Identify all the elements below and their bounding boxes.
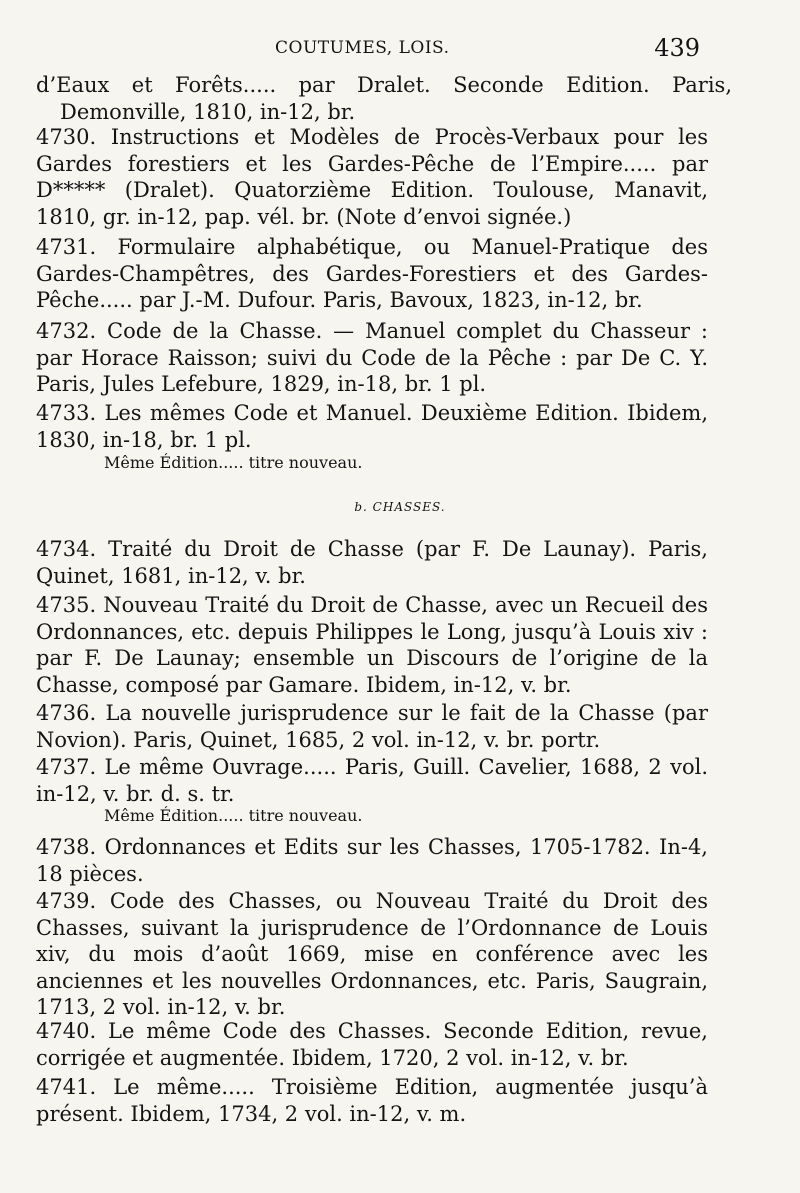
catalog-entry (36, 72, 732, 125)
catalog-entry-4741 (36, 1074, 708, 1127)
entry-text: Les mêmes Code et Manuel. Deuxième Edition. Ibidem, 1830, in-18, br. 1 pl. (36, 401, 708, 452)
catalog-entry-4734 (36, 536, 708, 589)
page-number: 439 (654, 34, 700, 62)
catalog-entry-4740 (36, 1018, 708, 1071)
entry-text: Le même Ouvrage..... Paris, Guill. Cavelier, 1688, 2 vol. in-12, v. br. d. s. tr. (36, 755, 708, 806)
entry-number: 4731. (36, 235, 97, 259)
entry-number: 4733. (36, 401, 97, 425)
edition-note: Même Édition..... titre nouveau. (104, 806, 363, 825)
entry-text: Code des Chasses, ou Nouveau Traité du Droit des Chasses, suivant la jurisprudence de l’Ordonnance de Louis xiv, du mois d’août 1669, mise en conférence avec les anciennes et les nouvelles Ordonnances, etc. Paris, Saugrain, 1713, 2 vol. in-12, v. br. (36, 889, 708, 1020)
entry-number: 4734. (36, 537, 97, 561)
entry-text: Le même Code des Chasses. Seconde Edition, revue, corrigée et augmentée. Ibidem, 1720, 2 vol. in-12, v. br. (36, 1019, 708, 1070)
catalog-entry-4736 (36, 700, 708, 753)
catalog-entry-4733 (36, 400, 708, 453)
section-heading: b. CHASSES. (354, 500, 446, 514)
entry-text: d’Eaux et Forêts..... par Dralet. Seconde Edition. Paris, Demonville, 1810, in-12, br. (36, 73, 732, 124)
entry-text: Nouveau Traité du Droit de Chasse, avec un Recueil des Ordonnances, etc. depuis Philippes le Long, jusqu’à Louis xiv : par F. De Launay; ensemble un Discours de l’origine de la Chasse, composé par Gamare. Ibidem, in-12, v. br. (36, 593, 708, 697)
entry-number: 4735. (36, 593, 97, 617)
entry-number: 4739. (36, 889, 97, 913)
entry-number: 4740. (36, 1019, 97, 1043)
entry-number: 4741. (36, 1075, 97, 1099)
entry-text: Code de la Chasse. — Manuel complet du Chasseur : par Horace Raisson; suivi du Code de la Pêche : par De C. Y. Paris, Jules Lefebure, 1829, in-18, br. 1 pl. (36, 319, 708, 397)
catalog-entry-4738 (36, 834, 708, 887)
entry-number: 4732. (36, 319, 97, 343)
entry-text: Le même..... Troisième Edition, augmentée jusqu’à présent. Ibidem, 1734, 2 vol. in-12, v. m. (36, 1075, 708, 1126)
catalog-entry-4731 (36, 234, 708, 314)
entry-number: 4736. (36, 701, 97, 725)
catalog-entry-4739 (36, 888, 708, 1021)
entry-text: Formulaire alphabétique, ou Manuel-Pratique des Gardes-Champêtres, des Gardes-Forestiers et des Gardes-Pêche..... par J.-M. Dufour. Paris, Bavoux, 1823, in-12, br. (36, 235, 708, 313)
catalog-entry-4735 (36, 592, 708, 698)
catalog-entry-4730 (36, 124, 708, 230)
entry-number: 4730. (36, 125, 97, 149)
entry-text: Traité du Droit de Chasse (par F. De Launay). Paris, Quinet, 1681, in-12, v. br. (36, 537, 708, 588)
page-header (0, 34, 800, 62)
entry-text: Instructions et Modèles de Procès-Verbaux pour les Gardes forestiers et les Gardes-Pêche de l’Empire..... par D***** (Dralet). Quatorzième Edition. Toulouse, Manavit, 1810, gr. in-12, pap. vél. br. (Note d’envoi signée.) (36, 125, 708, 229)
catalog-entry-4732 (36, 318, 708, 398)
entry-number: 4738. (36, 835, 97, 859)
catalog-entry-4737 (36, 754, 708, 807)
entry-number: 4737. (36, 755, 97, 779)
edition-note: Même Édition..... titre nouveau. (104, 453, 363, 472)
entry-text: Ordonnances et Edits sur les Chasses, 1705-1782. In-4, 18 pièces. (36, 835, 708, 886)
running-head: COUTUMES, LOIS. (275, 38, 450, 58)
entry-text: La nouvelle jurisprudence sur le fait de la Chasse (par Novion). Paris, Quinet, 1685, 2 vol. in-12, v. br. portr. (36, 701, 708, 752)
